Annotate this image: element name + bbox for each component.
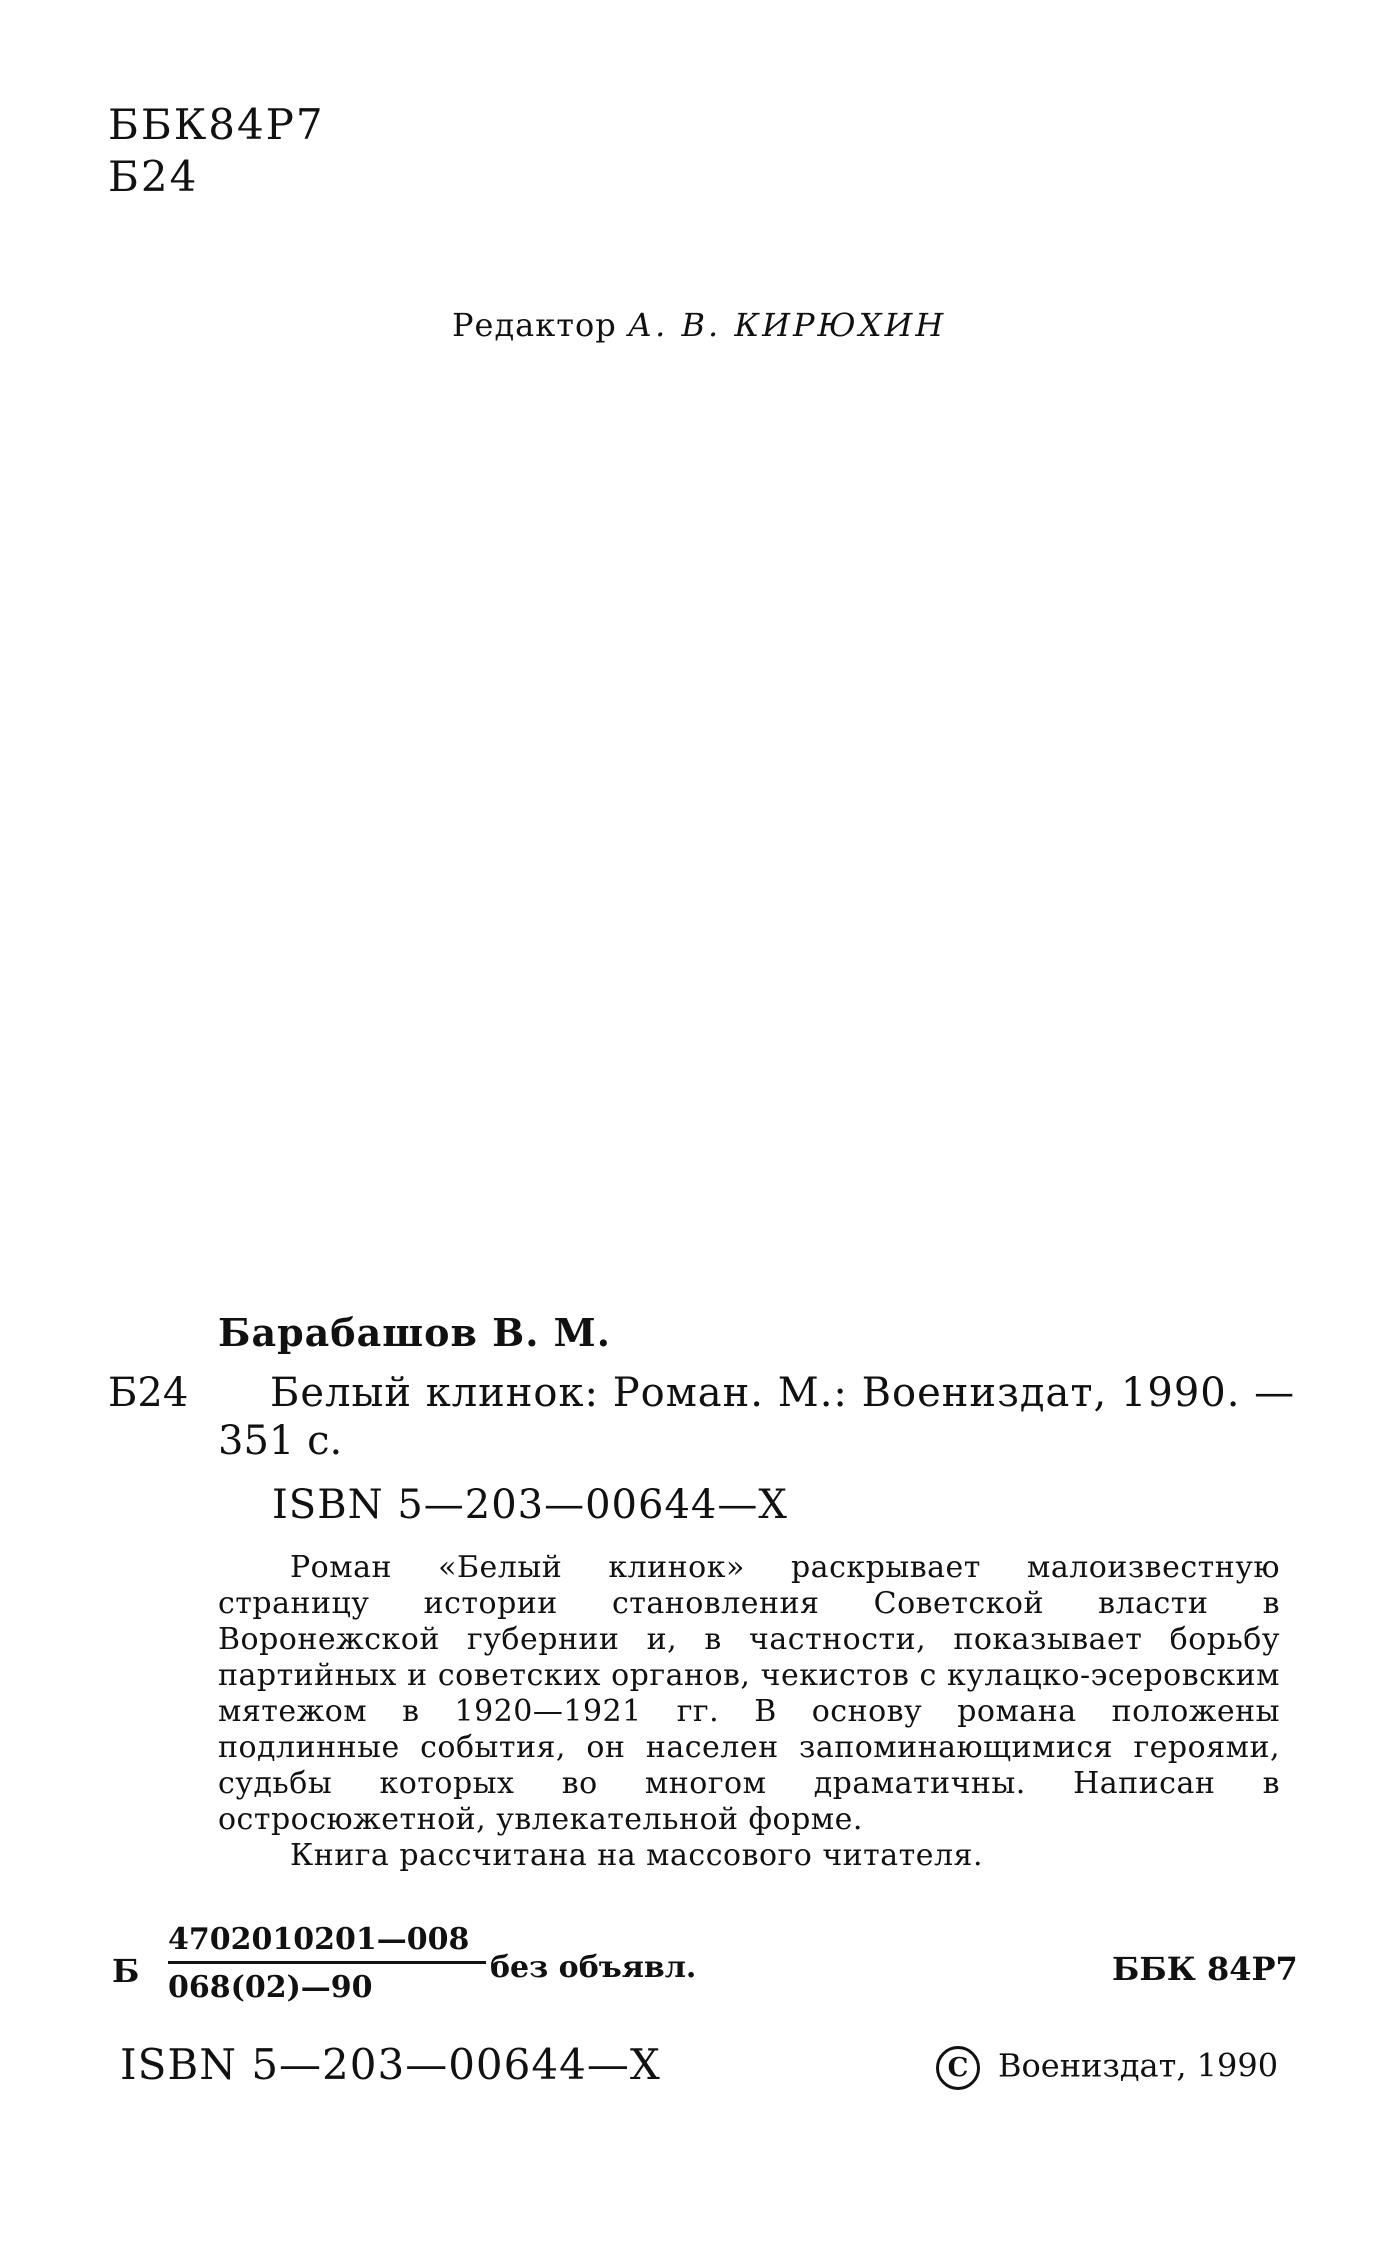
abstract-paragraph: Книга рассчитана на массового читателя.	[290, 1838, 984, 1873]
copyright-icon: C	[936, 2046, 980, 2090]
title-line: Белый клинок: Роман. М.: Воениздат, 1990. —	[270, 1370, 1296, 1416]
editor-credit	[452, 306, 946, 344]
classification-code: ББК84Р7	[108, 100, 325, 149]
abstract	[218, 1550, 1280, 1874]
copyright-notice	[936, 2046, 1278, 2090]
bibliographic-index: Б24	[108, 1370, 189, 1416]
imprint-denominator: 068(02)—90	[168, 1970, 373, 2005]
classification-index: Б24	[108, 152, 199, 201]
imprint-bbk: ББК 84Р7	[1112, 1950, 1298, 1988]
abstract-paragraph: Роман «Белый клинок» раскрывает малоизвестную страницу истории становления Советской власти в Воронежской губернии и, в частности, показывает борьбу партийных и советских органов, чекистов с кулацко-эсеровским мятежом в 1920—1921 гг. В основу романа положены подлинные события, он населен запоминающимися героями, судьбы которых во многом драматичны. Написан в остросюжетной, увлекательной форме.	[218, 1550, 1280, 1837]
editor-label: Редактор	[452, 306, 617, 344]
isbn-footer: ISBN 5—203—00644—X	[120, 2040, 661, 2089]
author-name: Барабашов В. М.	[218, 1310, 611, 1355]
imprint-fraction	[168, 1922, 486, 2005]
isbn-main: ISBN 5—203—00644—X	[272, 1482, 788, 1528]
page-count: 351 с.	[218, 1418, 343, 1464]
editor-name: А. В. КИРЮХИН	[627, 306, 947, 344]
imprint-numerator: 4702010201—008	[168, 1922, 470, 1957]
imprint-note: без объявл.	[490, 1950, 697, 1985]
copyright-text: Воениздат, 1990	[998, 2046, 1279, 2085]
imprint-letter: Б	[112, 1952, 140, 1990]
